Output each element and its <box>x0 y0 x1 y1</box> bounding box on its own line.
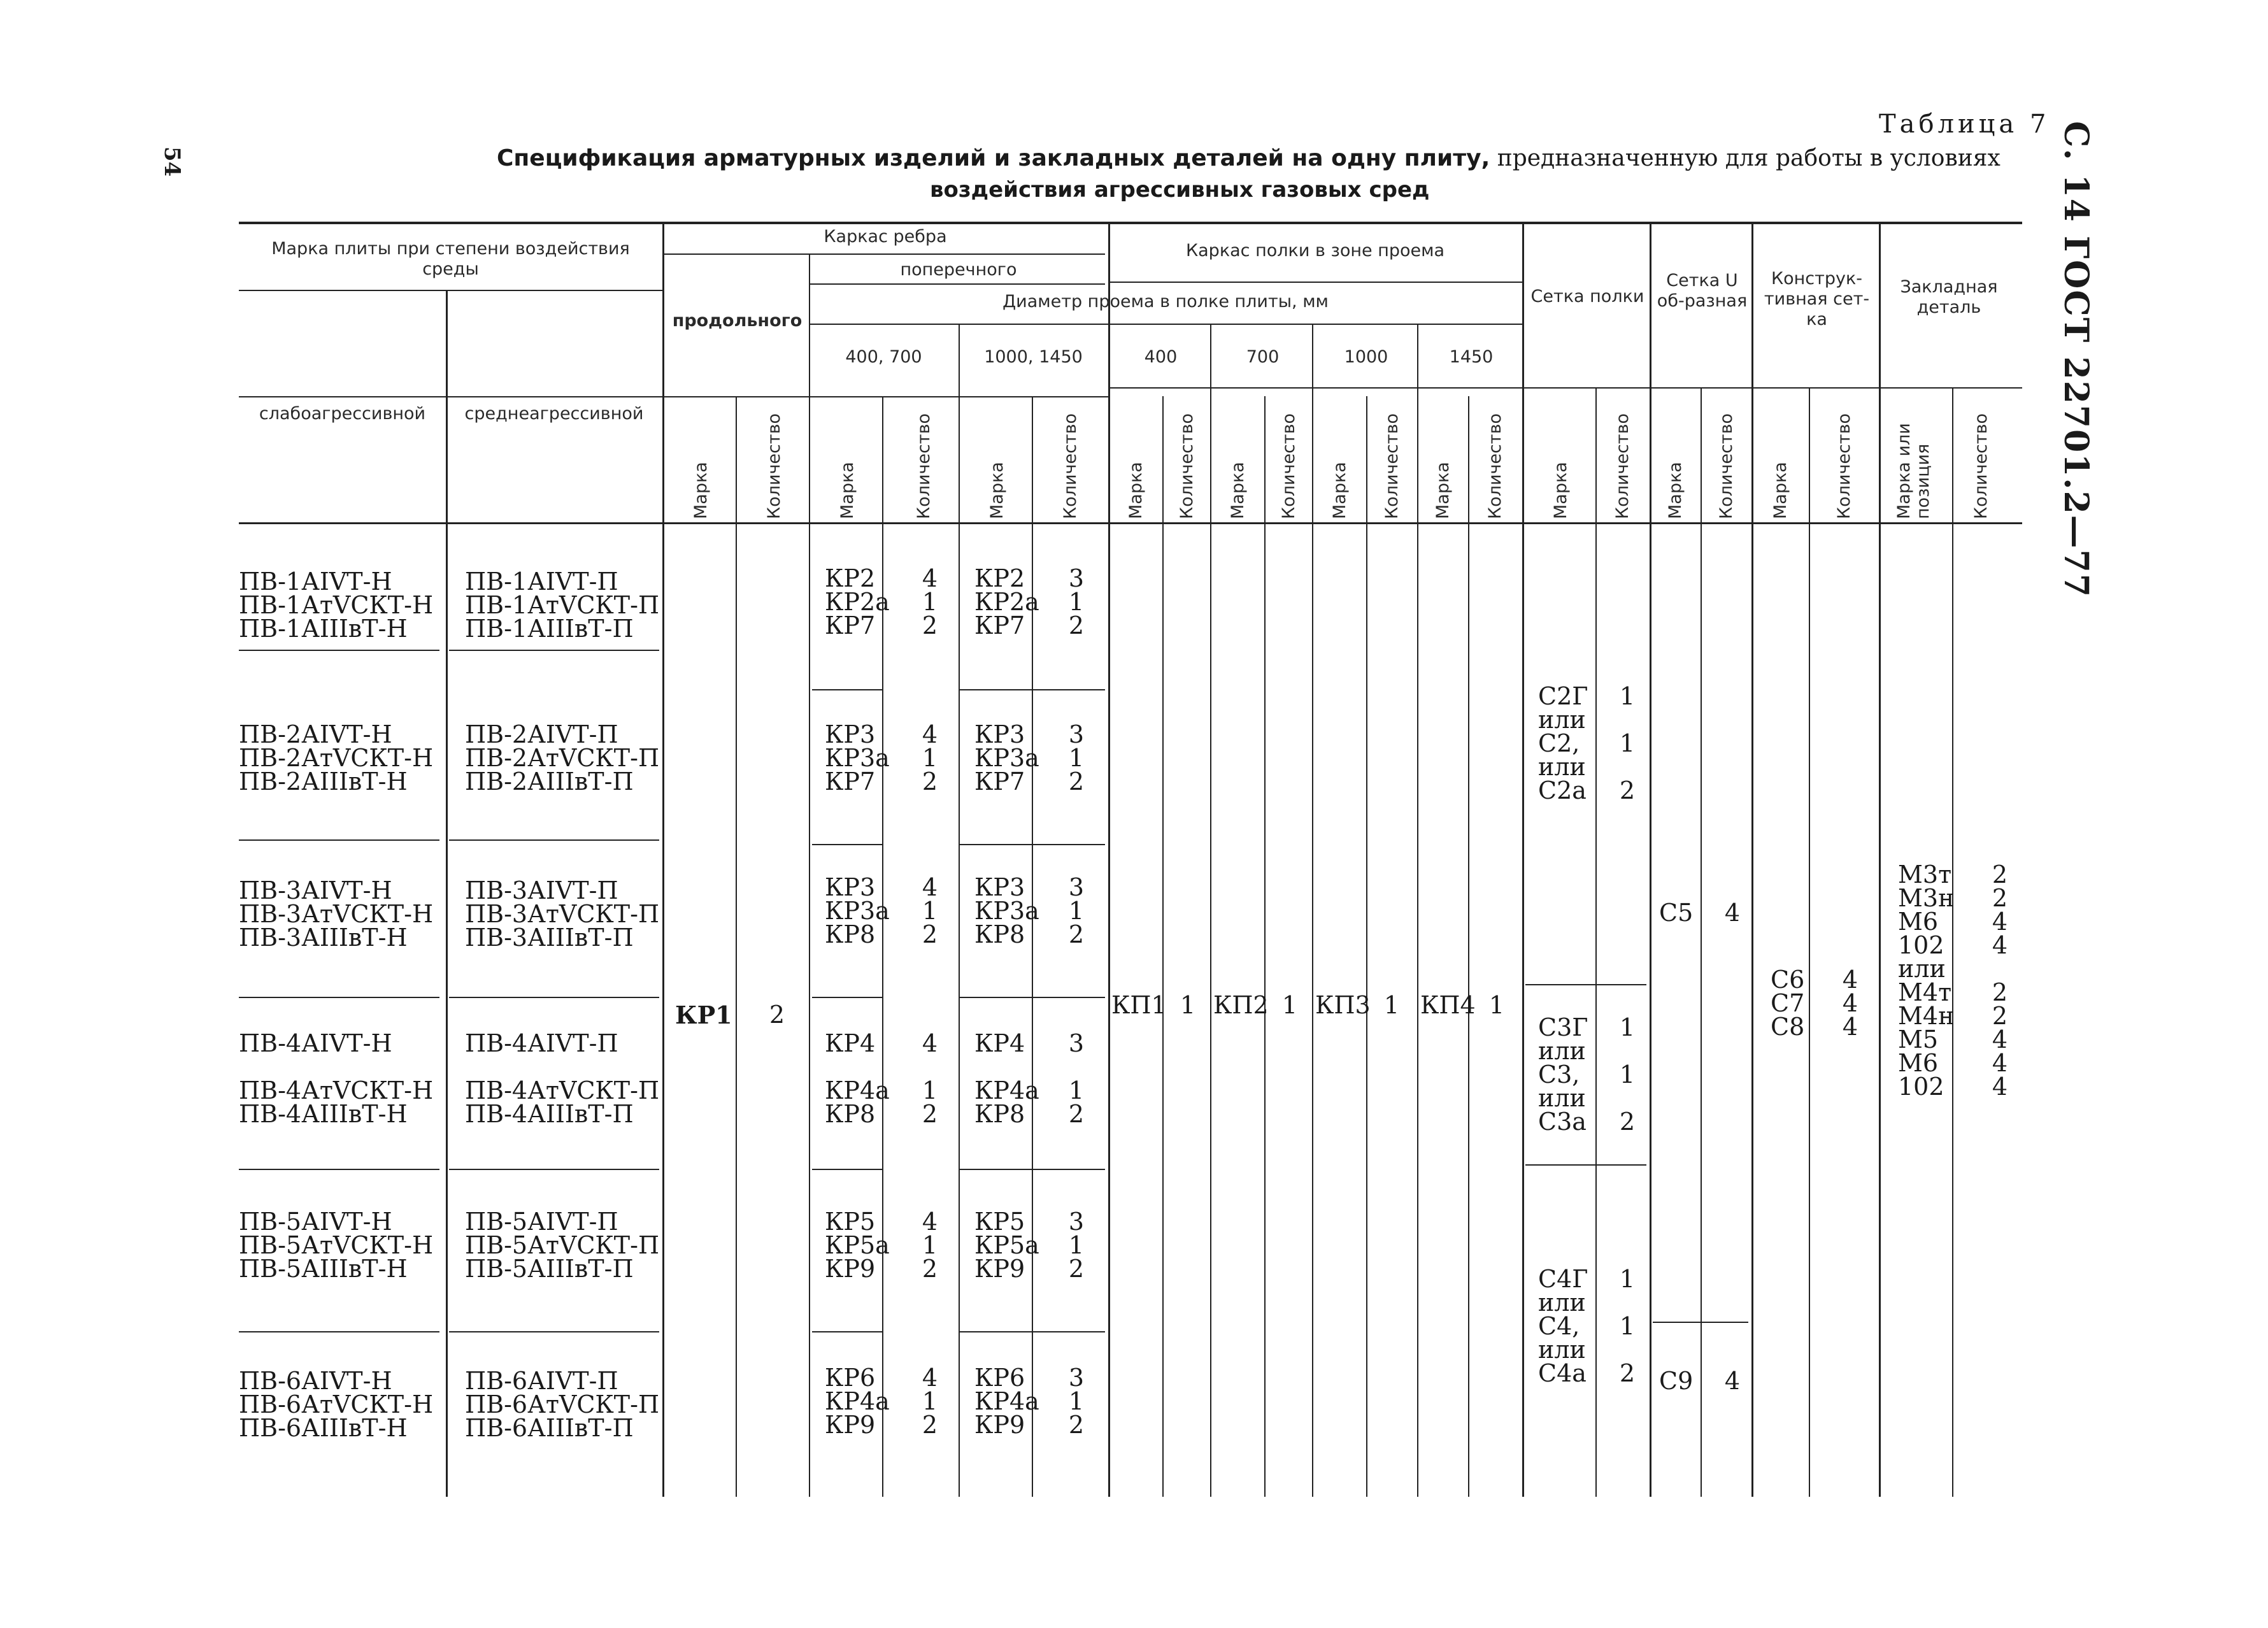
kp3-mark: КП3 <box>1315 991 1371 1019</box>
row1-weak: ПВ-1АIVТ-Н ПВ-1АтVСКТ-Н ПВ-1АIIIвТ-Н <box>239 568 434 643</box>
row4-q-b: 3 1 2 <box>1068 1029 1085 1128</box>
row5-kr-b: КР5 КР5а КР9 <box>974 1208 1039 1283</box>
kp3-qty: 1 <box>1383 991 1400 1019</box>
header-medium: среднеагрессивной <box>464 404 644 424</box>
constr-mesh-qty: 4 4 4 <box>1842 966 1858 1041</box>
vlabel-kp2-qty: Количество <box>1279 413 1299 519</box>
vlabel-kp3-mark: Марка <box>1330 462 1350 519</box>
header-u-mesh: Сетка U об-разная <box>1657 271 1748 311</box>
header-d1450: 1450 <box>1449 347 1494 367</box>
vlabel-u-mark: Марка <box>1665 462 1685 519</box>
row5-kr-a: КР5 КР5а КР9 <box>825 1208 890 1283</box>
row2-kr-b: КР3 КР3а КР7 <box>974 720 1039 796</box>
table-title-line2: воздействия агрессивных газовых сред <box>930 177 1430 203</box>
row3-q-a: 4 1 2 <box>922 873 938 948</box>
vlabel-long-qty: Количество <box>764 413 784 519</box>
embedded-qty: 2 2 4 4 2 2 4 4 4 <box>1992 860 2008 1101</box>
vlabel-a-qty: Количество <box>914 413 934 519</box>
kp1-qty: 1 <box>1180 991 1196 1019</box>
constr-mesh: С6 С7 С8 <box>1771 966 1805 1041</box>
vlabel-b-qty: Количество <box>1060 413 1080 519</box>
row6-kr-a: КР6 КР4а КР9 <box>825 1364 890 1439</box>
header-plate-mark: Марка плиты при степени воздействия среды <box>271 239 630 279</box>
header-shelf-frame: Каркас полки в зоне проема <box>1185 241 1445 261</box>
vlabel-u-qty: Количество <box>1716 413 1736 519</box>
header-longitudinal: продольного <box>672 311 802 331</box>
vlabel-long-mark: Марка <box>691 462 711 519</box>
table-title <box>497 145 2001 171</box>
shelf-mesh-2: С3Г или С3, или С3а <box>1538 1013 1588 1136</box>
vlabel-emb-qty: Количество <box>1971 413 1991 519</box>
row2-q-b: 3 1 2 <box>1068 720 1085 796</box>
shelf-mesh-1-qty: 1 1 2 <box>1619 682 1636 804</box>
row3-q-b: 3 1 2 <box>1068 873 1085 948</box>
row1-q-b: 3 1 2 <box>1068 564 1085 639</box>
row2-medium: ПВ-2АIVТ-П ПВ-2АтVСКТ-П ПВ-2АIIIвТ-П <box>465 720 660 796</box>
shelf-mesh-3-qty: 1 1 2 <box>1619 1265 1636 1387</box>
row3-medium: ПВ-3АIVТ-П ПВ-3АтVСКТ-П ПВ-3АIIIвТ-П <box>465 876 660 952</box>
shelf-mesh-1: С2Г или С2, или С2а <box>1538 682 1588 804</box>
table-title-bold: Спецификация арматурных изделий и закладных деталей на одну плиту, <box>497 145 1490 171</box>
row4-kr-b: КР4 КР4а КР8 <box>974 1029 1039 1128</box>
header-d-1000-1450: 1000, 1450 <box>984 347 1083 367</box>
header-diameter: Диаметр проема в полке плиты, мм <box>1002 292 1329 311</box>
vlabel-emb-mark: Марка или позиция <box>1894 423 1933 519</box>
header-d1000: 1000 <box>1344 347 1388 367</box>
row6-weak: ПВ-6АIVТ-Н ПВ-6АтVСКТ-Н ПВ-6АIIIвТ-Н <box>239 1367 434 1442</box>
row1-kr-b: КР2 КР2а КР7 <box>974 564 1039 639</box>
row3-kr-b: КР3 КР3а КР8 <box>974 873 1039 948</box>
row6-kr-b: КР6 КР4а КР9 <box>974 1364 1039 1439</box>
u-mesh-1: С5 <box>1659 899 1694 927</box>
kp4-qty: 1 <box>1488 991 1505 1019</box>
header-weak: слабоагрессивной <box>259 404 426 424</box>
row6-medium: ПВ-6АIVТ-П ПВ-6АтVСКТ-П ПВ-6АIIIвТ-П <box>465 1367 660 1442</box>
header-d700: 700 <box>1246 347 1280 367</box>
kp2-qty: 1 <box>1281 991 1298 1019</box>
header-rib-frame: Каркас ребра <box>824 227 947 246</box>
u-mesh-2: С9 <box>1659 1367 1694 1395</box>
vlabel-kp2-mark: Марка <box>1228 462 1248 519</box>
header-shelf-mesh: Сетка полки <box>1530 287 1644 306</box>
vlabel-constr-mark: Марка <box>1771 462 1790 519</box>
row3-kr-a: КР3 КР3а КР8 <box>825 873 890 948</box>
vlabel-b-mark: Марка <box>987 462 1007 519</box>
row6-q-b: 3 1 2 <box>1068 1364 1085 1439</box>
row4-kr-a: КР4 КР4а КР8 <box>825 1029 890 1128</box>
row5-q-a: 4 1 2 <box>922 1208 938 1283</box>
longitudinal-qty: 2 <box>769 1001 785 1029</box>
row4-weak: ПВ-4АIVТ-Н ПВ-4АтVСКТ-Н ПВ-4АIIIвТ-Н <box>239 1029 434 1128</box>
u-mesh-1-qty: 4 <box>1724 899 1741 927</box>
kp4-mark: КП4 <box>1420 991 1476 1019</box>
row4-q-a: 4 1 2 <box>922 1029 938 1128</box>
row4-medium: ПВ-4АIVТ-П ПВ-4АтVСКТ-П ПВ-4АIIIвТ-П <box>465 1029 660 1128</box>
row5-weak: ПВ-5АIVТ-Н ПВ-5АтVСКТ-Н ПВ-5АIIIвТ-Н <box>239 1208 434 1283</box>
vlabel-kp4-qty: Количество <box>1485 413 1505 519</box>
row5-medium: ПВ-5АIVТ-П ПВ-5АтVСКТ-П ПВ-5АIIIвТ-П <box>465 1208 660 1283</box>
row1-q-a: 4 1 2 <box>922 564 938 639</box>
header-d400: 400 <box>1144 347 1178 367</box>
row1-kr-a: КР2 КР2а КР7 <box>825 564 890 639</box>
vlabel-mesh-qty: Количество <box>1613 413 1632 519</box>
row6-q-a: 4 1 2 <box>922 1364 938 1439</box>
row1-medium: ПВ-1АIVТ-П ПВ-1АтVСКТ-П ПВ-1АIIIвТ-П <box>465 568 660 643</box>
kp1-mark: КП1 <box>1111 991 1167 1019</box>
header-d-400-700: 400, 700 <box>845 347 922 367</box>
table-title-rest: предназначенную для работы в условиях <box>1490 145 2001 171</box>
row2-weak: ПВ-2АIVТ-Н ПВ-2АтVСКТ-Н ПВ-2АIIIвТ-Н <box>239 720 434 796</box>
vlabel-a-mark: Марка <box>838 462 857 519</box>
longitudinal-mark: КР1 <box>675 1001 732 1029</box>
shelf-mesh-3: С4Г или С4, или С4а <box>1538 1265 1588 1387</box>
row2-kr-a: КР3 КР3а КР7 <box>825 720 890 796</box>
vlabel-kp4-mark: Марка <box>1433 462 1453 519</box>
vlabel-kp3-qty: Количество <box>1382 413 1402 519</box>
kp2-mark: КП2 <box>1213 991 1269 1019</box>
vlabel-mesh-mark: Марка <box>1551 462 1571 519</box>
header-transverse: поперечного <box>900 260 1017 280</box>
table-label: Таблица 7 <box>1879 110 2050 139</box>
header-constr-mesh: Конструк-тивная сет-ка <box>1764 269 1870 329</box>
page-number: 54 <box>159 146 185 177</box>
embedded-marks: М3т М3н М6 102 или М4т М4н М5 М6 102 <box>1898 860 1955 1101</box>
row3-weak: ПВ-3АIVТ-Н ПВ-3АтVСКТ-Н ПВ-3АIIIвТ-Н <box>239 876 434 952</box>
shelf-mesh-2-qty: 1 1 2 <box>1619 1013 1636 1136</box>
side-standard-code: С. 14 ГОСТ 22701.2—77 <box>2057 121 2095 599</box>
header-embedded: Закладная деталь <box>1900 277 1998 317</box>
vlabel-kp1-mark: Марка <box>1126 462 1146 519</box>
vlabel-kp1-qty: Количество <box>1177 413 1197 519</box>
row5-q-b: 3 1 2 <box>1068 1208 1085 1283</box>
vlabel-constr-qty: Количество <box>1834 413 1854 519</box>
row2-q-a: 4 1 2 <box>922 720 938 796</box>
u-mesh-2-qty: 4 <box>1724 1367 1741 1395</box>
